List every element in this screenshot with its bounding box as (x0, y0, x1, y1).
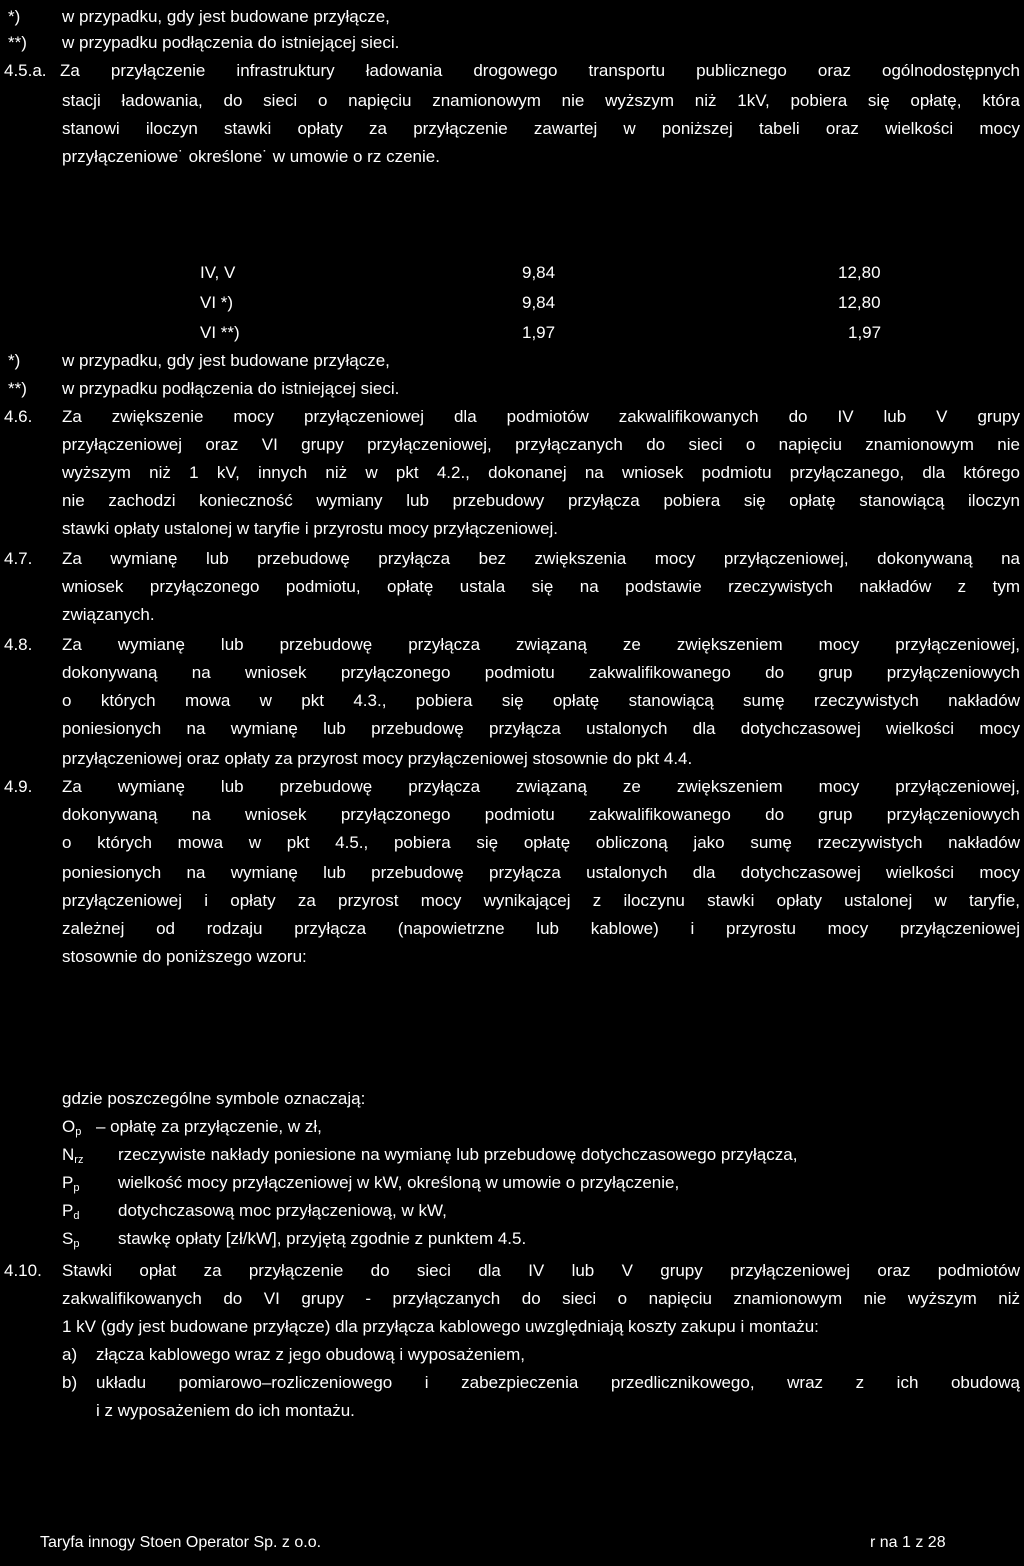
section-line: Za wymianę lub przebudowę przyłącza związaną ze zwiększeniem mocy przyłączeniowej, (62, 777, 1020, 796)
section-line: dokonywaną na wniosek przyłączonego podmiotu zakwalifikowanego do grup przyłączeniowych (62, 663, 1020, 682)
note-text: w przypadku, gdy jest budowane przyłącze, (62, 7, 390, 26)
section-line: Za wymianę lub przebudowę przyłącza związaną ze zwiększeniem mocy przyłączeniowej, (62, 635, 1020, 654)
symbol-description: wielkość mocy przyłączeniowej w kW, określoną w umowie o przyłączenie, (118, 1173, 680, 1192)
note-marker: **) (8, 33, 27, 52)
group-cell: VI *) (200, 293, 234, 312)
section-line: przyłączeniowej oraz VI grupy przyłączeniowej, przyłączanych do sieci o napięciu znamionowym nie (62, 435, 1020, 454)
section-line: wniosek przyłączonego podmiotu, opłatę ustala się na podstawie rzeczywistych nakładów z tym (62, 577, 1020, 596)
symbol-description: dotychczasową moc przyłączeniową, w kW, (118, 1201, 447, 1220)
value-cell: 12,80 (838, 263, 881, 282)
section-line: stacji ładowania, do sieci o napięciu znamionowym nie wyższym niż 1kV, pobiera się opłatę, która (62, 91, 1020, 110)
note-text: w przypadku, gdy jest budowane przyłącze, (62, 351, 390, 370)
value-cell: 12,80 (838, 293, 881, 312)
section-number: 4.5.a. (4, 61, 47, 80)
section-line: zakwalifikowanych do VI grupy - przyłączanych do sieci o napięciu znamionowym nie wyższym niż (62, 1289, 1020, 1308)
value-cell: 9,84 (522, 293, 556, 312)
section-line: o których mowa w pkt 4.5., pobiera się opłatę obliczoną jako sumę rzeczywistych nakładów (62, 833, 1020, 852)
value-cell: 9,84 (522, 263, 556, 282)
list-item: złącza kablowego wraz z jego obudową i wyposażeniem, (96, 1345, 526, 1364)
value-cell: 1,97 (848, 323, 882, 342)
section-line: poniesionych na wymianę lub przebudowę przyłącza ustalonych dla dotychczasowej wielkości mocy (62, 863, 1020, 882)
group-cell: VI **) (200, 323, 240, 342)
footer-company: Taryfa innogy Stoen Operator Sp. z o.o. (40, 1534, 322, 1551)
section-line: Za przyłączenie infrastruktury ładowania drogowego transportu publicznego oraz ogólnodostępnych (60, 61, 1020, 80)
section-line: Stawki opłat za przyłączenie do sieci dla IV lub V grupy przyłączeniowej oraz podmiotów (62, 1261, 1020, 1280)
section-line: stawki opłaty ustalonej w taryfie i przyrostu mocy przyłączeniowej. (62, 519, 559, 538)
note-marker: *) (8, 351, 21, 370)
section-number: 4.6. (4, 407, 33, 426)
section-line: przyłączeniowej i opłaty za przyrost mocy wynikającej z iloczynu stawki opłaty ustalonej w taryfie, (62, 891, 1020, 910)
group-cell: IV, V (200, 263, 236, 282)
section-line: stosownie do poniższego wzoru: (62, 947, 307, 966)
section-number: 4.8. (4, 635, 33, 654)
symbol: $P_p$ (62, 1173, 80, 1194)
symbol-description: rzeczywiste nakłady poniesione na wymianę lub przebudowę dotychczasowego przyłącza, (118, 1145, 798, 1164)
symbol: $P_d$ (62, 1201, 80, 1222)
section-line: stanowi iloczyn stawki opłaty za przyłączenie zawartej w poniższej tabeli oraz wielkości mocy (62, 119, 1020, 138)
section-line: 1 kV (gdy jest budowane przyłącze) dla przyłącza kablowego uwzględniają koszty zakupu i montażu: (62, 1317, 819, 1336)
list-label: b) (62, 1373, 78, 1392)
symbols-intro: gdzie poszczególne symbole oznaczają: (62, 1089, 366, 1108)
footer-page-number: r na 1 z 28 (870, 1534, 946, 1551)
list-item: układu pomiarowo–rozliczeniowego i zabezpieczenia przedlicznikowego, wraz z ich obudową (96, 1373, 1020, 1392)
section-line: dokonywaną na wniosek przyłączonego podmiotu zakwalifikowanego do grup przyłączeniowych (62, 805, 1020, 824)
symbol-description: – opłatę za przyłączenie, w zł, (96, 1117, 322, 1136)
section-number: 4.10. (4, 1261, 42, 1280)
section-line: Za zwiększenie mocy przyłączeniowej dla podmiotów zakwalifikowanych do IV lub V grupy (62, 407, 1020, 426)
section-line: zależnej od rodzaju przyłącza (napowietrzne lub kablowe) i przyrostu mocy przyłączeniowej (62, 919, 1020, 938)
section-number: 4.7. (4, 549, 33, 568)
section-line: nie zachodzi konieczność wymiany lub przebudowy przyłącza pobiera się opłatę stanowiącą iloczyn (62, 491, 1020, 510)
note-text: w przypadku podłączenia do istniejącej sieci. (62, 33, 400, 52)
section-line: przyłączeniowej oraz opłaty za przyrost mocy przyłączeniowej stosownie do pkt 4.4. (62, 749, 693, 768)
symbol-description: stawkę opłaty [zł/kW], przyjętą zgodnie z punktem 4.5. (118, 1229, 527, 1248)
note-marker: *) (8, 7, 21, 26)
list-item-continued: i z wyposażeniem do ich montażu. (96, 1401, 355, 1420)
note-text: w przypadku podłączenia do istniejącej sieci. (62, 379, 400, 398)
note-marker: **) (8, 379, 27, 398)
section-line: przyłączeniowe˙ określone˙ w umowie o rz czenie. (62, 147, 440, 166)
section-line: związanych. (62, 605, 155, 624)
section-line: wyższym niż 1 kV, innych niż w pkt 4.2., dokonanej na wniosek podmiotu przyłączanego, dla którego (62, 463, 1020, 482)
section-line: o których mowa w pkt 4.3., pobiera się opłatę stanowiącą sumę rzeczywistych nakładów (62, 691, 1020, 710)
value-cell: 1,97 (522, 323, 556, 342)
symbol: $S_p$ (62, 1229, 80, 1250)
list-label: a) (62, 1345, 78, 1364)
section-line: Za wymianę lub przebudowę przyłącza bez zwiększenia mocy przyłączeniowej, dokonywaną na (62, 549, 1020, 568)
section-line: poniesionych na wymianę lub przebudowę przyłącza ustalonych dla dotychczasowej wielkości mocy (62, 719, 1020, 738)
section-number: 4.9. (4, 777, 33, 796)
symbol: $O_p$ (62, 1117, 82, 1138)
symbol: $N_{rz}$ (62, 1145, 84, 1166)
